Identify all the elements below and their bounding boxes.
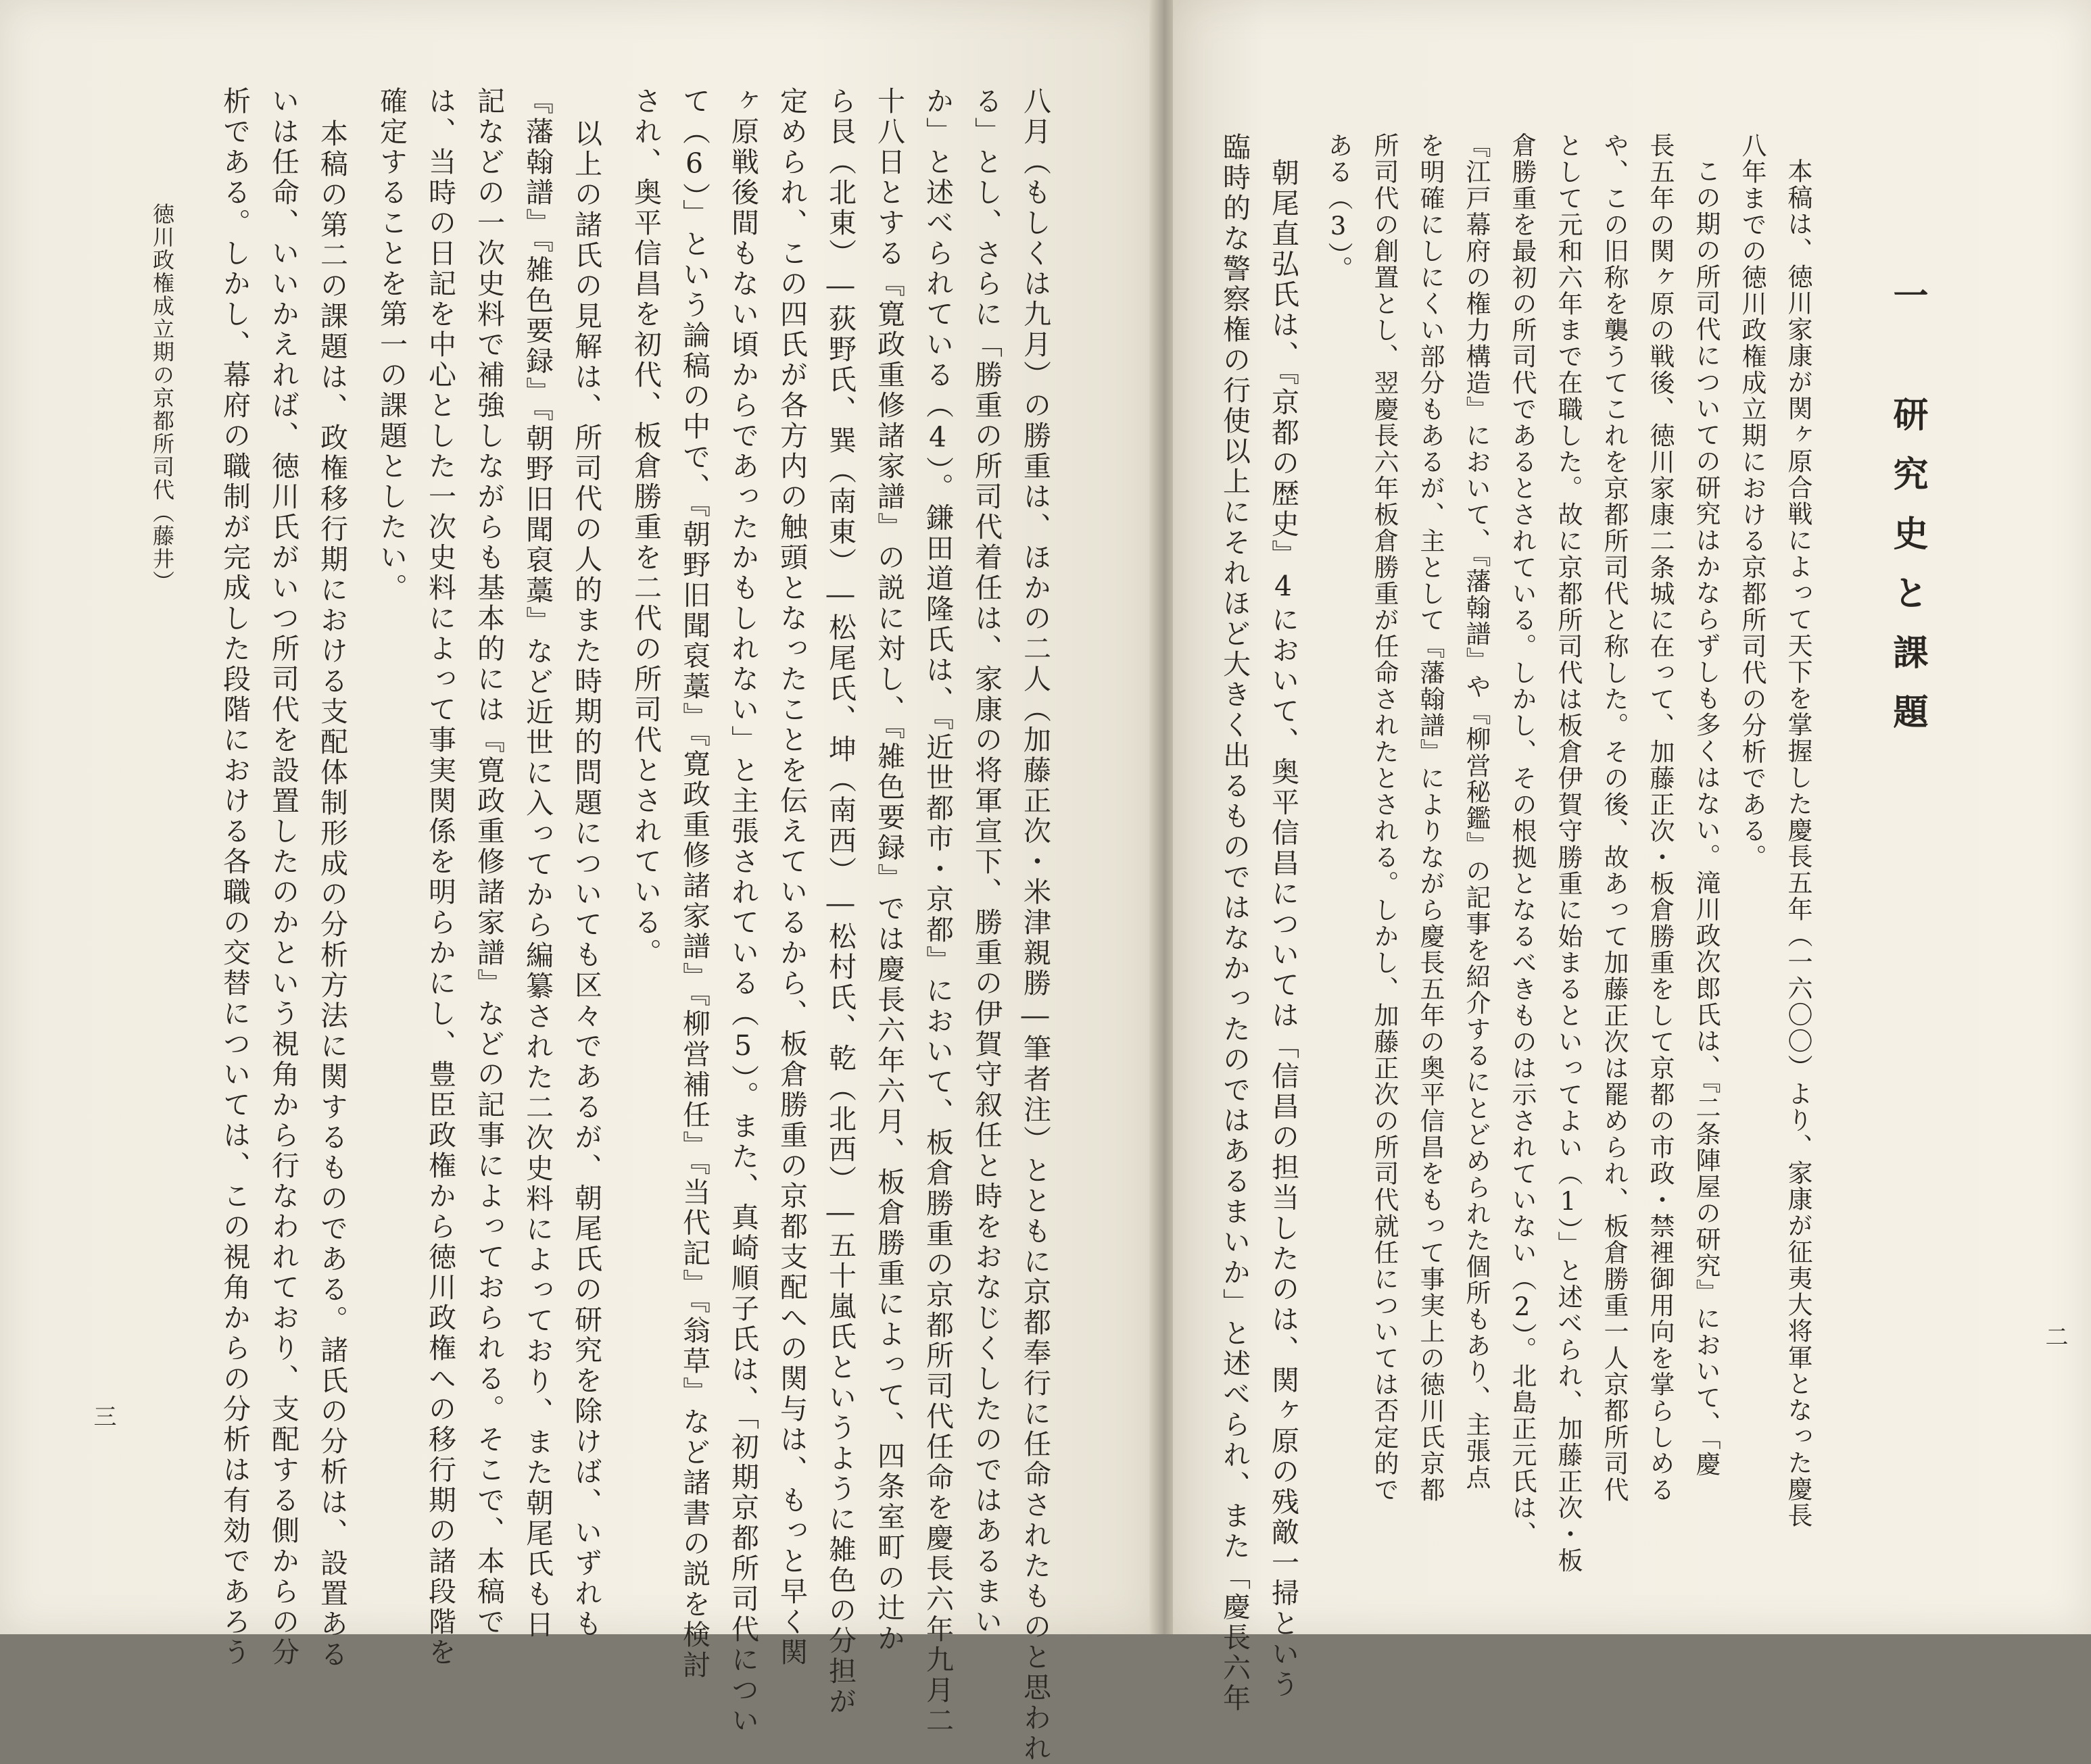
right-line-2: 長五年の関ヶ原の戦後、徳川家康二条城に在って、加藤正次・板倉勝重をして京都の市政・禁裡御用向を掌らしめる bbox=[1645, 132, 1675, 1503]
left-line-16: いは任命、いいかえれば、徳川氏がいつ所司代を設置したのかという視角から行なわれており、支配する側からの分 bbox=[267, 87, 299, 1668]
left-line-3: か」と述べられている（4）。鎌田道隆氏は、『近世都市・京都』において、板倉勝重の京都所司代任命を慶長六年九月二 bbox=[921, 87, 954, 1736]
left-line-4: 十八日とする『寛政重修諸家譜』の説に対し、『雑色要録』では慶長六年六月、板倉勝重によって、四条室町の辻か bbox=[873, 87, 905, 1655]
page-number-left: 三 bbox=[89, 1404, 116, 1427]
right-page bbox=[1173, 0, 2091, 1714]
left-line-14: 確定することを第一の課題としたい。 bbox=[375, 87, 408, 604]
right-line-5: 倉勝重を最初の所司代であるとされている。しかし、その根拠となるべきものは示されていない（2）。北島正元氏は、 bbox=[1508, 132, 1537, 1548]
right-line-8: 所司代の創置とし、翌慶長六年板倉勝重が任命されたとされる。しかし、加藤正次の所司代就任については否定的で bbox=[1370, 132, 1399, 1503]
section-heading: 一 研究史と課題 bbox=[1887, 277, 1928, 753]
left-line-8: て（6）」という論稿の中で、『朝野旧聞裒藁』『寛政重修諸家譜』『柳営補任』『当代記』『翁草』など諸書の説を検討 bbox=[678, 87, 711, 1681]
running-title: 徳川政権成立期の京都所司代（藤井） bbox=[149, 203, 175, 593]
left-line-9: され、奥平信昌を初代、板倉勝重を二代の所司代とされている。 bbox=[629, 87, 662, 969]
left-line-6: 定められ、この四氏が各方内の触頭となったことを伝えているから、板倉勝重の京都支配への関与は、もっと早く関 bbox=[775, 87, 808, 1668]
left-line-5: ら艮（北東）―荻野氏、巽（南東）―松尾氏、坤（南西）―松村氏、乾（北西）―五十嵐氏というように雑色の分担が bbox=[824, 87, 857, 1717]
intro-line-1: 本稿は、徳川家康が関ヶ原合戦によって天下を掌握した慶長五年（一六〇〇）より、家康が征夷大将軍となった慶長 bbox=[1783, 158, 1812, 1529]
right-line-7: を明確にしにくい部分もあるが、主として『藩翰譜』によりながら慶長五年の奥平信昌をもって事実上の徳川氏京都 bbox=[1416, 132, 1445, 1503]
right-line-1: この期の所司代についての研究はかならずしも多くはない。滝川政次郎氏は、『二条陣屋の研究』において、「慶 bbox=[1691, 158, 1721, 1477]
intro-line-2: 八年までの徳川政権成立期における京都所司代の分析である。 bbox=[1737, 132, 1766, 871]
page-number-right: 二 bbox=[2041, 1325, 2068, 1348]
left-line-7: ヶ原戦後間もない頃からであったかもしれない」と主張されている（5）。また、真崎順子氏は、「初期京都所司代につい bbox=[727, 87, 759, 1736]
right-line-10: 朝尾直弘氏は、『京都の歴史』4において、奥平信昌については「信昌の担当したのは、関ヶ原の残敵一掃という bbox=[1267, 158, 1299, 1700]
left-line-11: 『藩翰譜』『雑色要録』『朝野旧聞裒藁』など近世に入ってから編纂された二次史料によっており、また朝尾氏も日 bbox=[521, 87, 554, 1640]
right-line-11: 臨時的な警察権の行使以上にそれほど大きく出るものではなかったのではあるまいか」と述べられ、また「慶長六年 bbox=[1218, 132, 1251, 1714]
left-line-17: 析である。しかし、幕府の職制が完成した段階における各職の交替については、この視角からの分析は有効であろう bbox=[218, 87, 251, 1668]
right-line-9: ある（3）。 bbox=[1324, 132, 1353, 283]
left-line-10: 以上の諸氏の見解は、所司代の人的また時期的問題についても区々であるが、朝尾氏の研究を除けば、いずれも bbox=[570, 119, 602, 1640]
right-line-4: として元和六年まで在職した。故に京都所司代は板倉伊賀守勝重に始まるといってよい（1）」と述べられ、加藤正次・板 bbox=[1554, 132, 1583, 1574]
left-line-1: 八月（もしくは九月）の勝重は、ほかの二人（加藤正次・米津親勝―筆者注）とともに京都奉行に任命されたものと思われ bbox=[1019, 87, 1051, 1764]
right-line-3: や、この旧称を襲うてこれを京都所司代と称した。その後、故あって加藤正次は罷められ、板倉勝重一人京都所司代 bbox=[1600, 132, 1629, 1503]
left-line-12: 記などの一次史料で補強しながらも基本的には『寛政重修諸家譜』などの記事によっておられる。そこで、本稿で bbox=[473, 87, 505, 1638]
left-line-13: は、当時の日記を中心とした一次史料によって事実関係を明らかにし、豊臣政権から徳川政権への移行期の諸段階を bbox=[424, 87, 456, 1668]
right-line-6: 『江戸幕府の権力構造』において、『藩翰譜』や『柳営秘鑑』の記事を紹介するにとどめられた個所もあり、主張点 bbox=[1462, 132, 1491, 1491]
left-line-2: る」とし、さらに「勝重の所司代着任は、家康の将軍宣下、勝重の伊賀守叙任と時をおなじくしたのではあるまい bbox=[970, 87, 1003, 1638]
left-line-15: 本稿の第二の課題は、政権移行期における支配体制形成の分析方法に関するものである。諸氏の分析は、設置ある bbox=[316, 119, 348, 1670]
